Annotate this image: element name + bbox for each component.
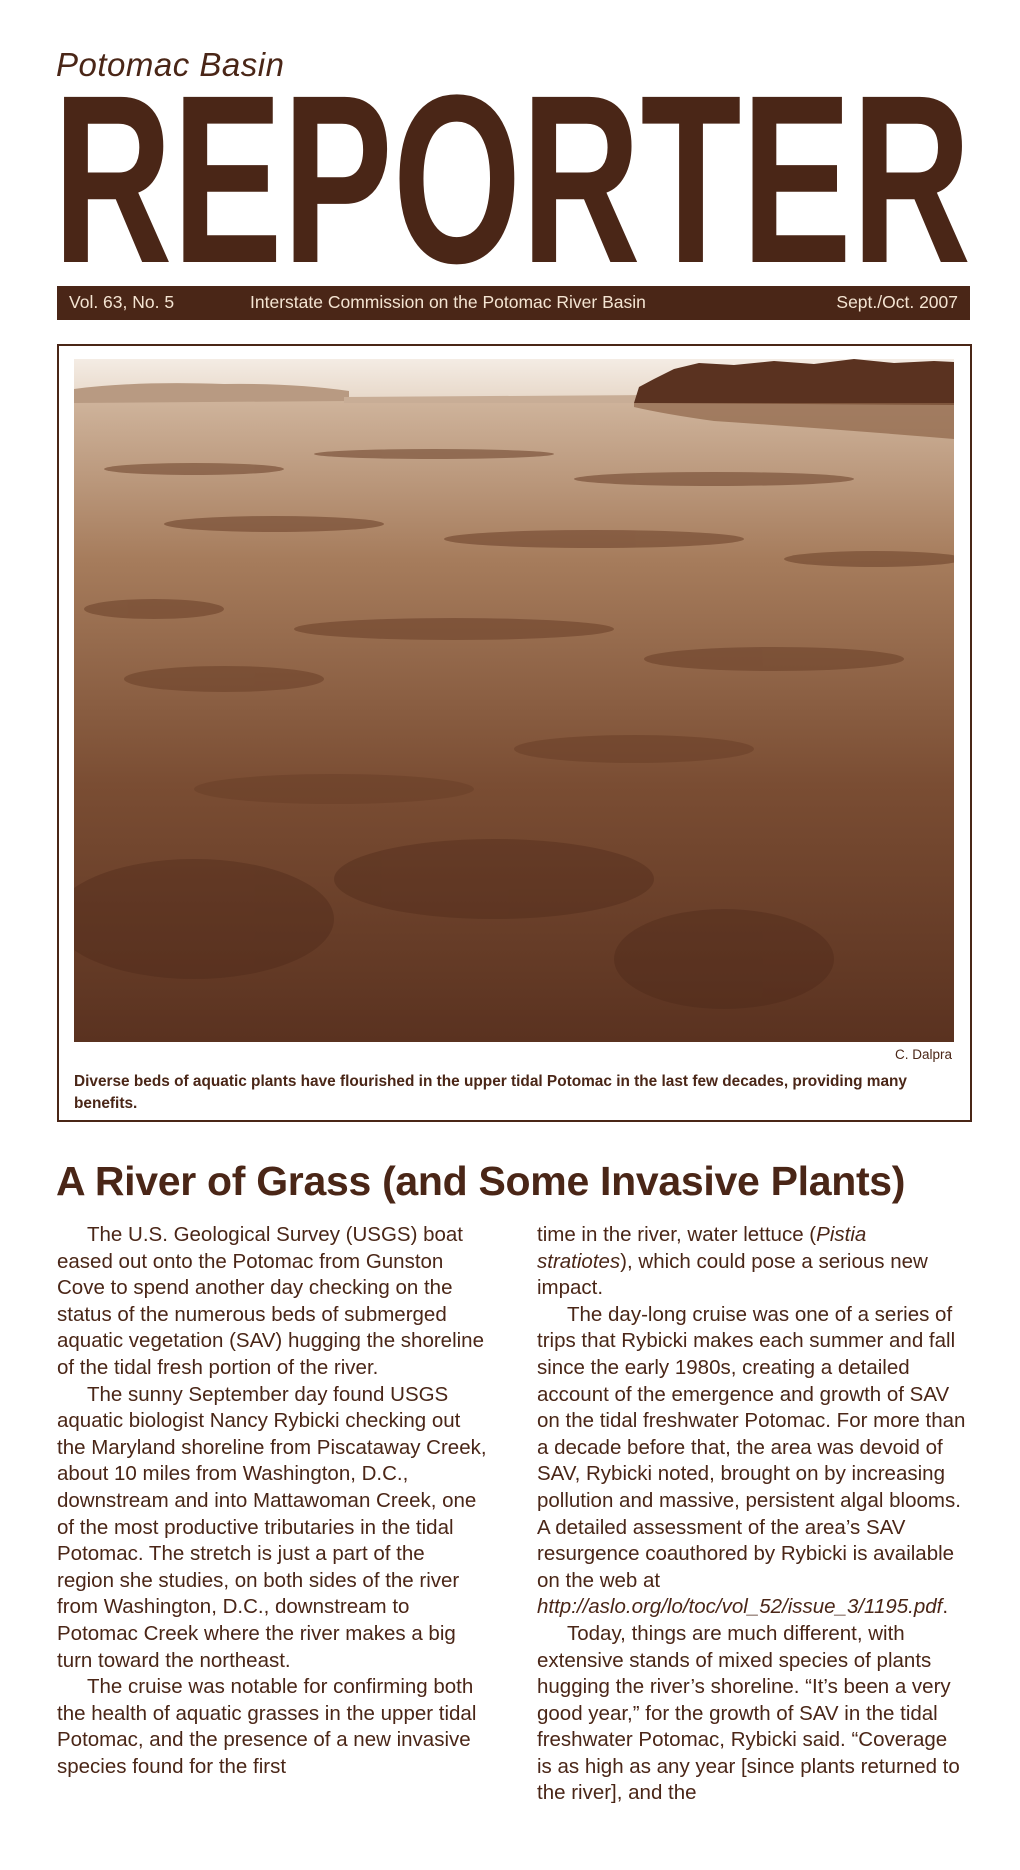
article-headline: A River of Grass (and Some Invasive Plants) [56, 1158, 906, 1204]
text-run: The day-long cruise was one of a series of trips that Rybicki makes each summer and fall since the early 1980s, creating a detailed account of the emergence and growth of SAV on the tidal freshwater Potomac. For more than a decade before that, the area was devoid of SAV, Rybicki noted, brought on by increasing pollution and massive, persistent algal blooms. A detailed assessment of the area’s SAV resurgence coauthored by Rybicki is available on the web at [537, 1302, 966, 1592]
issue-info-bar [57, 286, 970, 320]
issue-volume: Vol. 63, No. 5 [69, 292, 175, 312]
river-grass-photo [74, 359, 954, 1042]
text-run: ), which could pose a serious new impact. [537, 1249, 928, 1300]
photo-caption: Diverse beds of aquatic plants have flourished in the upper tidal Potomac in the last few decades, providing many benefits. [74, 1073, 907, 1112]
paragraph [537, 1222, 967, 1302]
text-run: time in the river, water lettuce ( [537, 1223, 817, 1246]
paragraph: The sunny September day found USGS aquatic biologist Nancy Rybicki checking out the Maryland shoreline from Piscataway Creek, about 10 miles from Washington, D.C., downstream and into Mattawoman Creek, one of the most productive tributaries in the tidal Potomac. The stretch is just a part of the region she studies, on both sides of the river from Washington, D.C., downstream to Potomac Creek where the river makes a big turn toward the northeast. [57, 1382, 487, 1672]
text-run: . [942, 1595, 949, 1619]
masthead-title [50, 78, 975, 268]
paragraph: Today, things are much different, with extensive stands of mixed species of plants hugging the river’s shoreline. “It’s been a very good year,” for the growth of SAV in the tidal freshwater Potomac, Rybicki said. “Coverage is as high as any year [since plants returned to the river], and the [537, 1621, 960, 1805]
article-column-2 [537, 1222, 967, 1807]
article-column-1 [57, 1222, 487, 1780]
publisher-name: Interstate Commission on the Potomac River Basin [250, 292, 646, 312]
masthead-title-text: REPORTER [53, 78, 971, 268]
paragraph [537, 1302, 967, 1621]
paragraph: The U.S. Geological Survey (USGS) boat eased out onto the Potomac from Gunston Cove to spend another day checking on the status of the numerous beds of submerged aquatic vegetation (SAV) hugging the shoreline of the tidal fresh portion of the river. [57, 1223, 484, 1379]
article-url-link[interactable]: http://aslo.org/lo/toc/vol_52/issue_3/1195.pdf [537, 1595, 943, 1619]
species-name: Pistia stratiotes [537, 1223, 867, 1273]
masthead-kicker: Potomac Basin [56, 46, 285, 83]
issue-date: Sept./Oct. 2007 [836, 292, 958, 312]
photo-credit: C. Dalpra [894, 1047, 952, 1062]
feature-photo-frame [57, 344, 972, 1122]
paragraph: The cruise was notable for confirming both the health of aquatic grasses in the upper tidal Potomac, and the presence of a new invasive species found for the first [57, 1675, 477, 1778]
